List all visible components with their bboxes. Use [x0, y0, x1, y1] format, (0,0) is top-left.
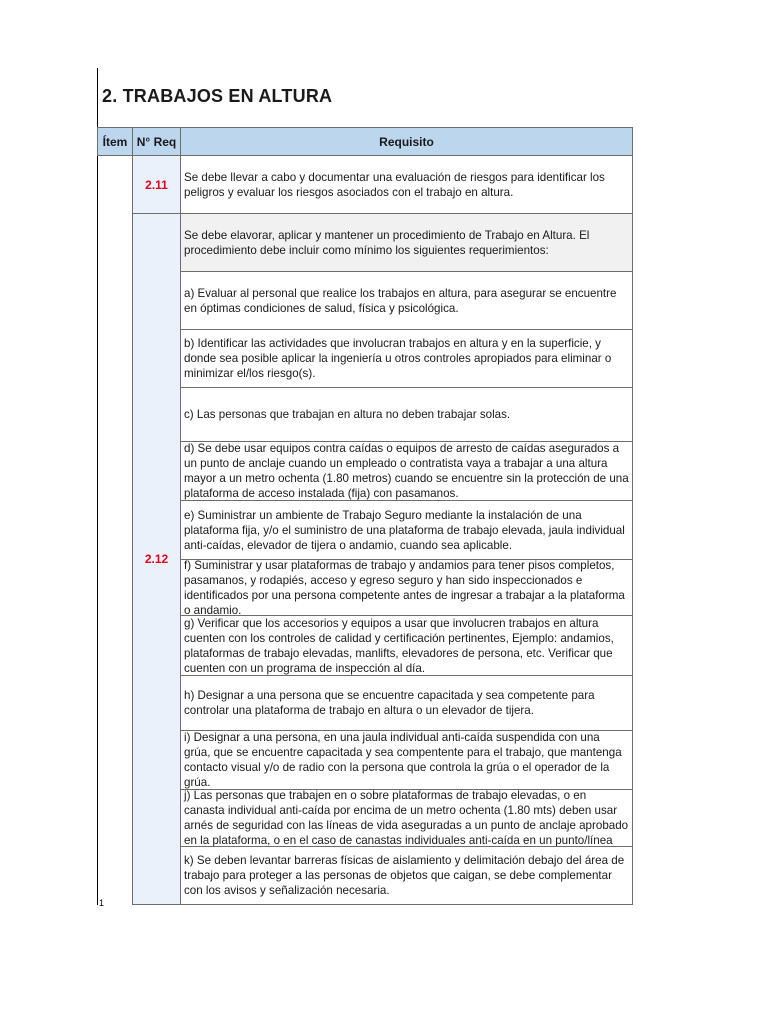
requirement-row-g — [180, 615, 633, 676]
requirement-text: h) Designar a una persona que se encuentre capacitada y sea competente para controlar una plataforma de trabajo en altura o un elevador de tijera. — [184, 689, 595, 717]
requirement-row-d — [180, 441, 633, 501]
req-number-2-11 — [132, 155, 181, 214]
header-requisito: Requisito — [180, 127, 633, 156]
req-number-2-12 — [132, 213, 181, 905]
requirement-text: f) Suministrar y usar plataformas de trabajo y andamios para tener pisos completos, pasamanos, y rodapiés, acceso y egreso seguro y han sido inspeccionados e identificados por una persona competente antes de ingresar a trabajar a la plataforma o andamio. — [184, 559, 625, 616]
requirement-text: d) Se debe usar equipos contra caídas o equipos de arresto de caídas asegurados a un punto de anclaje cuando un empleado o contratista vaya a trabajar a una altura mayor a un metro ochenta (1.80 metros) cuando se encuentre sin la protección de una plataforma de acceso instalada (fija) con pasamanos. — [184, 442, 629, 500]
requirement-text: g) Verificar que los accesorios y equipos a usar que involucren trabajos en altura cuenten con los controles de calidad y certificación pertinentes, Ejemplo: andamios, plataformas de trabajo elevadas, manlifts, elevadores de persona, etc. Verificar que cuenten con un programa de inspección al día. — [184, 616, 614, 675]
requirement-row-intro — [180, 213, 633, 272]
requirement-row-e — [180, 500, 633, 560]
requirement-text: i) Designar a una persona, en una jaula individual anti-caída suspendida con una grúa, que se encuentre capacitada y sea compentente para el trabajo, que mantenga contacto visual y/o de radio con la persona que controla la grúa o el operador de la grúa. — [184, 731, 622, 789]
requirement-row-2-11 — [180, 155, 633, 214]
item-column — [97, 155, 133, 905]
requirement-text: e) Suministrar un ambiente de Trabajo Seguro mediante la instalación de una plataforma fija, y/o el suministro de una plataforma de trabajo elevada, jaula individual anti-caídas, elevador de tijera o andamio, cuando sea aplicable. — [184, 508, 625, 552]
requirement-text: Se debe llevar a cabo y documentar una evaluación de riesgos para identificar los peligros y evaluar los riesgos asociados con el trabajo en altura. — [184, 170, 605, 199]
requirement-text: Se debe elavorar, aplicar y mantener un procedimiento de Trabajo en Altura. El procedimiento debe incluir como mínimo los siguientes requerimientos: — [184, 228, 590, 257]
page-marker: 1 — [99, 898, 105, 908]
requirement-row-a — [180, 271, 633, 330]
requirement-row-k — [180, 846, 633, 905]
header-nreq: N° Req — [132, 127, 181, 156]
req-number-label: 2.11 — [145, 177, 168, 192]
section-title: 2. TRABAJOS EN ALTURA — [102, 86, 333, 106]
requirement-text: k) Se deben levantar barreras físicas de aislamiento y delimitación debajo del área de trabajo para proteger a las personas de objetos que caigan, se debe complementar con los avisos y señalización necesaria. — [184, 854, 625, 897]
requirement-text: b) Identificar las actividades que involucran trabajos en altura y en la superficie, y donde sea posible aplicar la ingeniería u otros controles apropiados para eliminar o minimizar el/los riesgo(s). — [184, 337, 612, 380]
requirement-row-b — [180, 329, 633, 388]
requirement-row-h — [180, 675, 633, 731]
requirement-row-c — [180, 387, 633, 442]
requirement-row-f — [180, 559, 633, 616]
requirement-row-j — [180, 789, 633, 847]
req-number-label: 2.12 — [144, 552, 169, 566]
requirement-row-i — [180, 730, 633, 790]
header-item: Ítem — [97, 127, 133, 156]
requirement-text: c) Las personas que trabajan en altura no deben trabajar solas. — [184, 408, 511, 421]
requirement-text: j) Las personas que trabajen en o sobre plataformas de trabajo elevadas, o en canasta individual anti-caída por encima de un metro ochenta (1.80 mts) deben usar arnés de seguridad con las líneas de vida aseguradas a un punto de anclaje aprobado en la plataforma, o en el caso de canastas individuales anti-caída en un punto/línea — [184, 789, 629, 847]
requirement-text: a) Evaluar al personal que realice los trabajos en altura, para asegurar se encuentre en óptimas condiciones de salud, física y psicológica. — [184, 286, 617, 315]
